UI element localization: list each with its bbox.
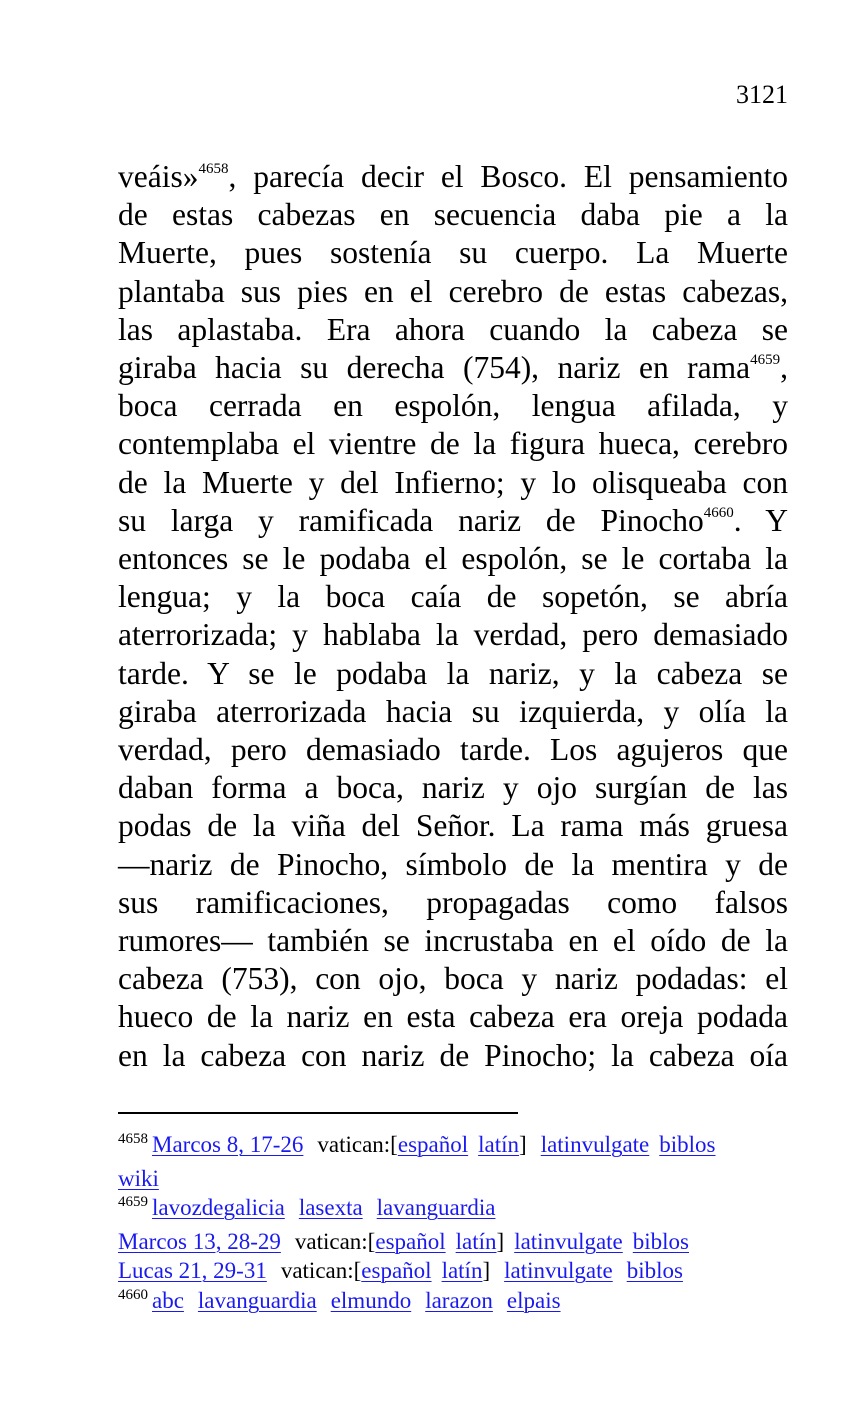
footnote-ref-4660[interactable]: 4660	[703, 504, 734, 521]
vatican-label: vatican:[	[317, 1132, 398, 1157]
vatican-bracket: ]	[482, 1258, 491, 1283]
body-line: en la cabeza con nariz de Pinocho; la cabeza oía	[118, 1037, 788, 1073]
latinvulgate-link[interactable]: latinvulgate	[540, 1132, 650, 1157]
vatican-latin-link[interactable]: latín	[478, 1132, 520, 1157]
body-line: aterrorizada; y hablaba la verdad, pero demasiado	[118, 617, 788, 653]
biblos-link[interactable]: biblos	[659, 1132, 716, 1157]
body-line: Muerte, pues sostenía su cuerpo. La Muerte	[118, 235, 788, 271]
latinvulgate-link[interactable]: latinvulgate	[504, 1258, 613, 1283]
vatican-label: vatican:[	[280, 1258, 362, 1283]
body-line	[118, 349, 788, 387]
body-line: de la Muerte y del Infierno; y lo olisqueaba con	[118, 464, 788, 500]
lavanguardia-link[interactable]: lavanguardia	[376, 1195, 496, 1220]
body-line: verdad, pero demasiado tarde. Los agujeros que	[118, 732, 788, 768]
body-line: cabeza (753), con ojo, boca y nariz podadas: el	[118, 961, 788, 997]
body-text	[118, 158, 788, 1075]
page-number: 3121	[736, 80, 788, 109]
bible-ref-link[interactable]: Marcos 8, 17-26	[152, 1132, 304, 1157]
bible-ref-link[interactable]: Marcos 13, 28-29	[118, 1228, 281, 1254]
body-line: lengua; y la boca caía de sopetón, se abría	[118, 579, 788, 615]
body-line: entonces se le podaba el espolón, se le cortaba la	[118, 541, 788, 577]
body-line-text: giraba hacia su derecha (754), nariz en rama	[118, 350, 751, 386]
vatican-spanish-link[interactable]: español	[397, 1132, 469, 1157]
lasexta-link[interactable]: lasexta	[298, 1195, 363, 1220]
elpais-link[interactable]: elpais	[506, 1287, 561, 1313]
body-line	[118, 158, 788, 196]
footnote-ref-4658[interactable]: 4658	[198, 161, 229, 177]
body-line: giraba aterrorizada hacia su izquierda, y olía la	[118, 693, 788, 729]
footnote-4660	[118, 1286, 788, 1320]
wiki-link[interactable]: wiki	[118, 1165, 159, 1191]
larazon-link[interactable]: larazon	[425, 1287, 493, 1313]
vatican-bracket: ]	[496, 1228, 505, 1254]
body-line-text: , parecía decir el Bosco. El pensamiento	[228, 159, 788, 194]
latinvulgate-link[interactable]: latinvulgate	[514, 1228, 623, 1254]
body-line: de estas cabezas en secuencia daba pie a la	[118, 197, 788, 233]
body-line: plantaba sus pies en el cerebro de estas cabezas,	[118, 273, 788, 309]
body-line: —nariz de Pinocho, símbolo de la mentira y de	[118, 846, 788, 882]
body-line: sus ramificaciones, propagadas como falsos	[118, 884, 788, 920]
footnote-number: 4659	[118, 1194, 148, 1210]
footnote-4659-ref1	[118, 1227, 788, 1257]
body-line-text: ,	[780, 350, 788, 386]
vatican-bracket: ]	[519, 1132, 527, 1157]
vatican-latin-link[interactable]: latín	[441, 1258, 483, 1283]
abc-link[interactable]: abc	[152, 1287, 184, 1313]
body-line-text: . Y	[733, 502, 788, 538]
body-line: rumores— también se incrustaba en el oído de la	[118, 923, 788, 959]
footnote-separator	[118, 1112, 518, 1114]
footnote-number: 4658	[118, 1131, 148, 1147]
body-line: tarde. Y se le podaba la nariz, y la cabeza se	[118, 655, 788, 691]
lavanguardia-link[interactable]: lavanguardia	[197, 1287, 317, 1313]
footnotes	[118, 1130, 788, 1319]
biblos-link[interactable]: biblos	[626, 1258, 683, 1283]
body-line: las aplastaba. Era ahora cuando la cabeza se	[118, 311, 788, 347]
body-line: boca cerrada en espolón, lengua afilada, y	[118, 388, 788, 424]
elmundo-link[interactable]: elmundo	[330, 1287, 412, 1313]
footnote-4659-ref2	[118, 1256, 788, 1286]
bible-ref-link[interactable]: Lucas 21, 29-31	[118, 1258, 267, 1283]
vatican-spanish-link[interactable]: español	[361, 1258, 432, 1283]
vatican-latin-link[interactable]: latín	[455, 1228, 497, 1254]
footnote-ref-4659[interactable]: 4659	[750, 352, 781, 369]
biblos-link[interactable]: biblos	[632, 1228, 689, 1254]
lavozdegalicia-link[interactable]: lavozdegalicia	[152, 1195, 285, 1220]
footnote-4659	[118, 1193, 788, 1227]
body-line	[118, 502, 788, 540]
body-line-text: veáis»	[118, 159, 199, 194]
body-line-text: su larga y ramificada nariz de Pinocho	[118, 502, 704, 538]
vatican-label: vatican:[	[294, 1228, 376, 1254]
body-line: podas de la viña del Señor. La rama más gruesa	[118, 808, 788, 844]
vatican-spanish-link[interactable]: español	[375, 1228, 446, 1254]
footnote-number: 4660	[118, 1286, 148, 1303]
body-line: hueco de la nariz en esta cabeza era oreja podada	[118, 999, 788, 1035]
body-line: contemplaba el vientre de la figura hueca, cerebro	[118, 426, 788, 462]
footnote-4658	[118, 1130, 788, 1164]
body-line: daban forma a boca, nariz y ojo surgían de las	[118, 770, 788, 806]
footnote-4658-cont	[118, 1164, 788, 1194]
